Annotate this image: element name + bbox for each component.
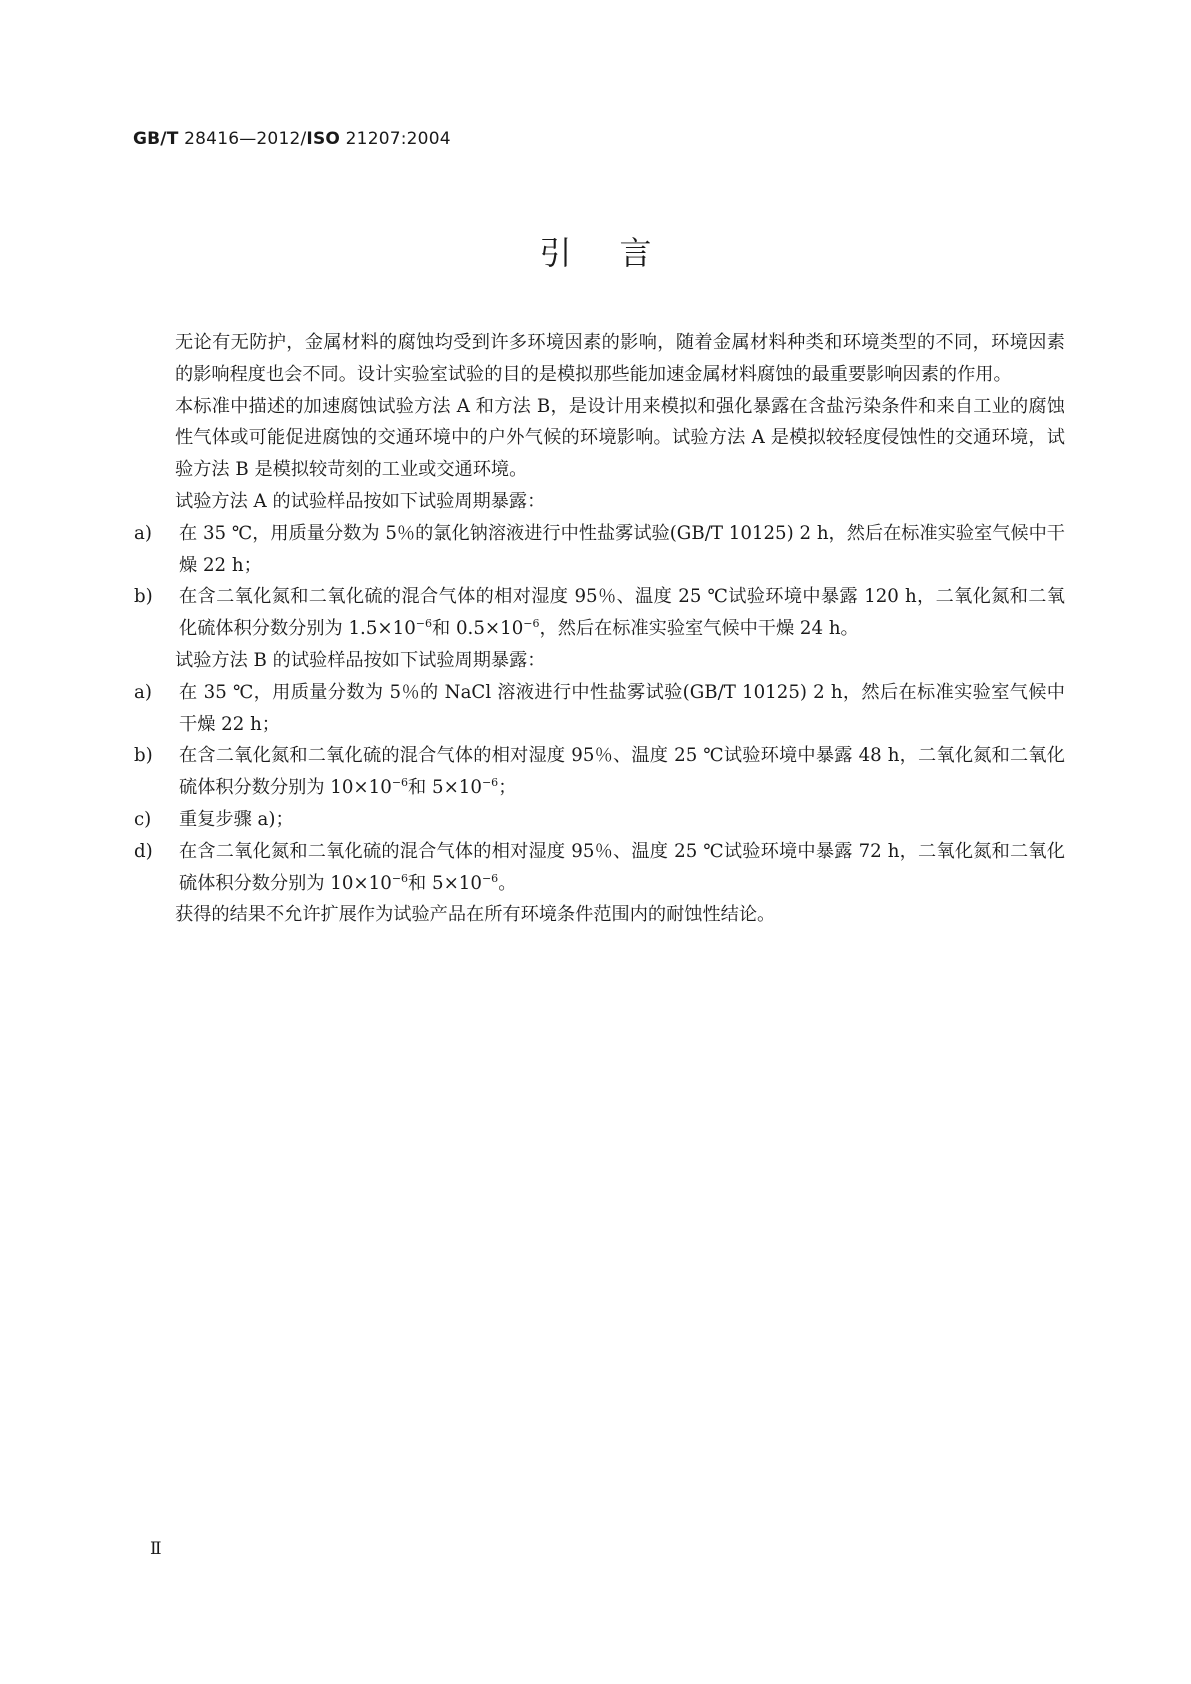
superscript: −6 [391,871,409,885]
list-text-part: 和 0.5×10 [432,618,524,640]
page-title: 引言 [539,234,700,272]
list-marker: a) [134,681,152,703]
list-text [179,581,1065,645]
list-text: 在 35 ℃，用质量分数为 5％的氯化钠溶液进行中性盐雾试验(GB/T 10125) 2 h，然后在标准实验室气候中干燥 22 h； [179,522,1065,576]
list-marker: b) [134,745,153,767]
list-text-part: ； [498,777,517,799]
superscript: −6 [391,776,409,790]
list-text: 在 35 ℃，用质量分数为 5％的 NaCl 溶液进行中性盐雾试验(GB/T 10125) 2 h，然后在标准实验室气候中干燥 22 h； [179,681,1065,735]
intro-paragraph-2: 本标准中描述的加速腐蚀试验方法 A 和方法 B，是设计用来模拟和强化暴露在含盐污染条件和来自工业的腐蚀性气体或可能促进腐蚀的交通环境中的户外气候的环境影响。试验方法 A 是模拟较轻度侵蚀性的交通环境，试验方法 B 是模拟较苛刻的工业或交通环境。 [175,395,1065,481]
list-text [179,836,1065,900]
list-item [134,836,1065,900]
list-marker: a) [134,522,152,544]
standard-prefix: GB/T [133,129,179,149]
standard-number: 28416—2012/ [184,129,307,149]
method-a-intro: 试验方法 A 的试验样品按如下试验周期暴露： [175,490,546,512]
list-item [134,804,1065,836]
list-text-part: 在含二氧化氮和二氧化硫的混合气体的相对湿度 95％、温度 25 ℃试验环境中暴露 48 h，二氧化氮和二氧化硫体积分数分别为 10×10 [179,745,1065,799]
method-b-intro: 试验方法 B 的试验样品按如下试验周期暴露： [175,649,546,671]
list-text-part: ，然后在标准实验室气候中干燥 24 h。 [539,618,859,640]
list-text-part: 和 5×10 [408,872,482,894]
iso-number: 21207:2004 [345,129,451,149]
conclusion-paragraph: 获得的结果不允许扩展作为试验产品在所有环境条件范围内的耐蚀性结论。 [175,904,776,926]
page-number: Ⅱ [150,1539,162,1559]
list-text-part: 和 5×10 [408,777,482,799]
list-text [179,740,1065,804]
superscript: −6 [523,617,540,631]
list-text-part: 在含二氧化氮和二氧化硫的混合气体的相对湿度 95％、温度 25 ℃试验环境中暴露 72 h，二氧化氮和二氧化硫体积分数分别为 10×10 [179,840,1065,894]
list-text: 重复步骤 a)； [179,808,294,830]
list-text-part: 在含二氧化氮和二氧化硫的混合气体的相对湿度 95％、温度 25 ℃试验环境中暴露 120 h，二氧化氮和二氧化硫体积分数分别为 1.5×10 [179,586,1065,640]
superscript: −6 [415,617,432,631]
list-item [134,581,1065,645]
list-marker: c) [134,808,152,830]
intro-paragraph-1: 无论有无防护，金属材料的腐蚀均受到许多环境因素的影响，随着金属材料种类和环境类型的不同，环境因素的影响程度也会不同。设计实验室试验的目的是模拟那些能加速金属材料腐蚀的最重要影响因素的作用。 [175,332,1065,385]
superscript: −6 [481,871,499,885]
list-item [134,740,1065,804]
standard-header [133,129,451,149]
list-marker: d) [134,840,153,862]
document-body [134,327,1065,931]
list-item [134,518,1065,582]
list-text-part: 。 [498,872,517,894]
iso-prefix: ISO [306,129,341,149]
list-item [134,677,1065,741]
list-marker: b) [134,586,153,608]
superscript: −6 [481,776,499,790]
